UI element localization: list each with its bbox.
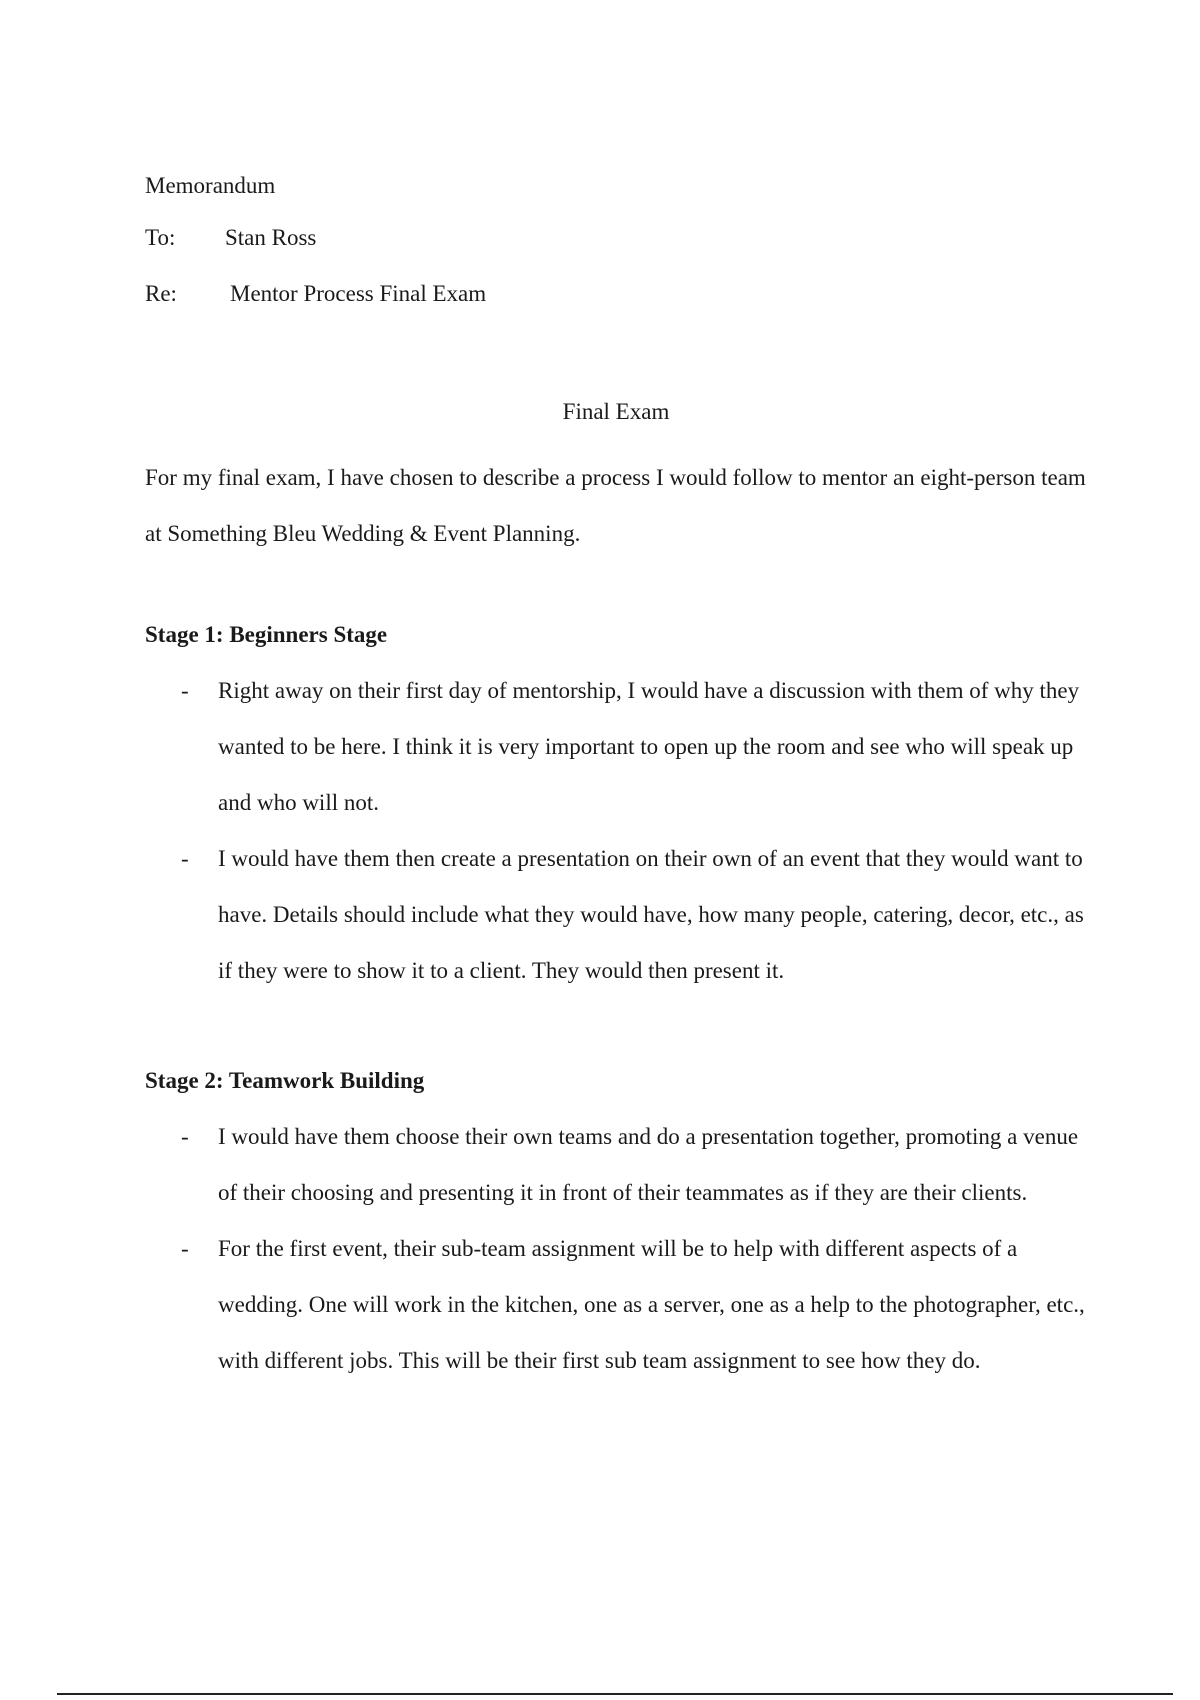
memo-to-value: Stan Ross — [225, 225, 317, 250]
memo-re-line — [145, 280, 487, 308]
intro-paragraph: For my final exam, I have chosen to describe a process I would follow to mentor an eight-person team at Something Bleu Wedding & Event Planning. — [145, 465, 1086, 546]
memo-heading: Memorandum — [145, 173, 276, 198]
bullet-dash: - — [181, 1236, 189, 1261]
bullet-dash: - — [181, 678, 189, 703]
page-bottom-rule — [57, 1693, 1173, 1695]
bullet-text: For the first event, their sub-team assignment will be to help with different aspects of a wedding. One will work in the kitchen, one as a server, one as a help to the photographer, etc., with different jobs. This will be their first sub team assignment to see how they do. — [218, 1236, 1085, 1373]
stage-2-heading: Stage 2: Teamwork Building — [145, 1068, 425, 1093]
bullet-text: I would have them choose their own teams and do a presentation together, promoting a venue of their choosing and presenting it in front of their teammates as if they are their clients. — [218, 1124, 1079, 1205]
list-item — [145, 1109, 1095, 1221]
memo-re-label: Re: — [145, 281, 177, 306]
stage-1-list — [145, 663, 1095, 999]
list-item — [145, 1221, 1095, 1389]
memo-re-value: Mentor Process Final Exam — [230, 281, 487, 306]
list-item — [145, 663, 1095, 831]
bullet-text: I would have them then create a presentation on their own of an event that they would want to have. Details should include what they would have, how many people, catering, decor, etc., as if they were to show it to a client. They would then present it. — [218, 846, 1084, 983]
bullet-text: Right away on their first day of mentorship, I would have a discussion with them of why they wanted to be here. I think it is very important to open up the room and see who will speak up and who will not. — [218, 678, 1080, 815]
document-title: Final Exam — [562, 399, 670, 424]
stage-1-heading: Stage 1: Beginners Stage — [145, 622, 388, 647]
bullet-dash: - — [181, 846, 189, 871]
stage-2-list — [145, 1109, 1095, 1389]
memo-to-label: To: — [145, 225, 176, 250]
memo-to-line — [145, 224, 317, 252]
bullet-dash: - — [181, 1124, 189, 1149]
list-item — [145, 831, 1095, 999]
